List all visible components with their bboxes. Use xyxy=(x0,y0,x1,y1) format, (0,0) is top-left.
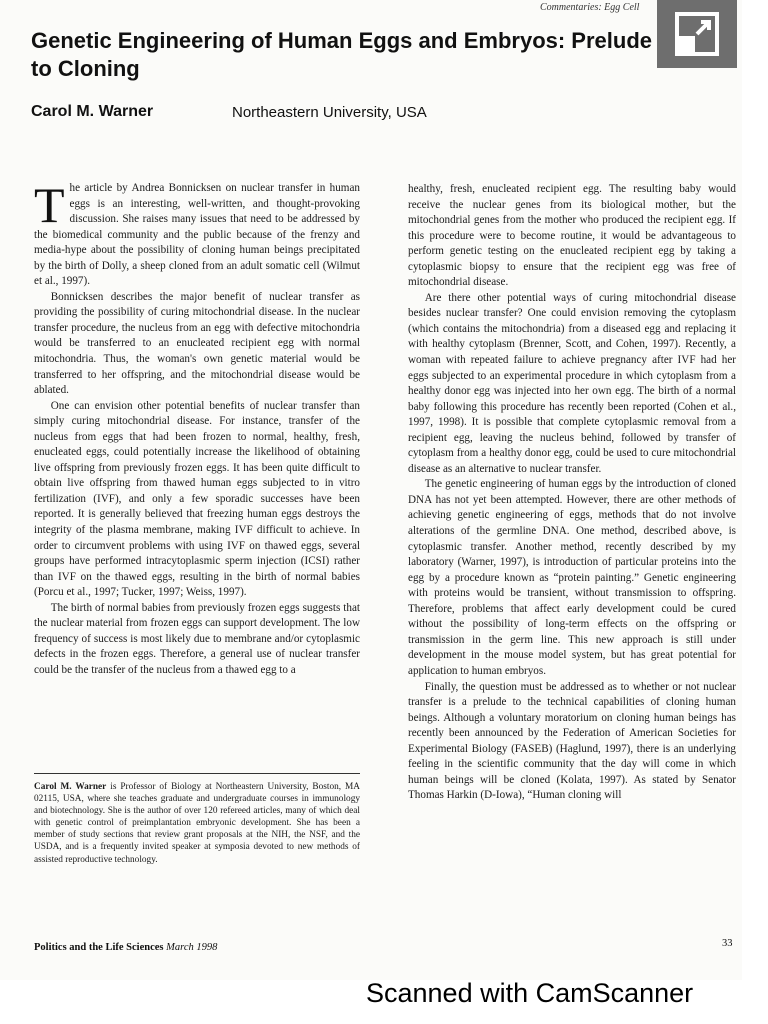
author-bio xyxy=(34,781,360,866)
right-column xyxy=(408,182,736,804)
scanner-watermark: Scanned with CamScanner xyxy=(366,978,694,1008)
running-head: Commentaries: Egg Cell xyxy=(540,2,640,13)
article-title: Genetic Engineering of Human Eggs and Embryos: Prelude to Cloning xyxy=(31,28,652,81)
drop-cap: T xyxy=(34,177,65,233)
journal-name: Politics and the Life Sciences xyxy=(34,942,164,953)
paragraph: Are there other potential ways of curing mitochondrial disease besides nuclear transfer? One could envision removing the cytoplasm (which contains the mitochondria) from a diseased egg and replacing it with healthy cytoplasm (Brenner, Scott, and Cohen, 1997). Recently, a woman with repeated failure to achieve pregnancy after IVF had her eggs subjected to an experimental procedure in which cytoplasm from a healthy donor egg was injected into her own egg. The birth of a normal baby following this procedure has recently been reported (Cohen et al., 1997, 1998). It is possible that complete cytoplasmic removal from a recipient egg, leaving the nucleus behind, followed by transfer of cytoplasm from a healthy donor egg, could be used to cure mitochondrial disease as an alternative to nuclear transfer. xyxy=(408,291,736,475)
page-number: 33 xyxy=(722,938,733,949)
author-affiliation: Northeastern University, USA xyxy=(232,104,427,121)
paragraph xyxy=(34,177,360,290)
author-name: Carol M. Warner xyxy=(31,103,154,120)
bio-divider xyxy=(34,773,360,774)
paragraph-text: he article by Andrea Bonnicksen on nuclear transfer in human eggs is an interesting, well-written, and thought-provoking discussion. She raises many issues that need to be addressed by the biomedical community and the public because of the frenzy and media-hype about the possibility of cloning human beings precipitated by the birth of Dolly, a sheep cloned from an adult somatic cell (Wilmut et al., 1997). xyxy=(34,182,360,288)
journal-date: March 1998 xyxy=(166,942,218,953)
bio-name: Carol M. Warner xyxy=(34,782,107,792)
expand-icon xyxy=(675,12,719,56)
journal-footer xyxy=(34,942,217,953)
paragraph: The genetic engineering of human eggs by the introduction of cloned DNA has not yet been attempted. However, there are other methods of achieving genetic engineering of eggs, methods that do not involve alterations of the germline DNA. One method, described above, is cytoplasmic transfer. Another method, recently described by my laboratory (Warner, 1997), is introduction of particular proteins into the egg by a procedure known as “protein painting.” Genetic engineering with proteins would be transient, without transmission to offspring. Therefore, problems that affect early development could be cured without the possibility of long-term effects on the offspring or transmission in the germ line. This new approach is still under development in the mouse model system, but has great potential for application to human embryos. xyxy=(408,478,736,677)
paragraph: Bonnicksen describes the major benefit of nuclear transfer as providing the possibility of curing mitochondrial disease. In the nuclear transfer procedure, the nucleus from an egg with defective mitochondria would be transferred to an enucleated recipient egg with normal mitochondria. Thus, the woman's own genetic material would be transferred to her offspring, and the mitochondrial disease would be ablated. xyxy=(34,290,360,397)
paragraph: One can envision other potential benefits of nuclear transfer than simply curing mitochondrial disease. For instance, transfer of the nucleus from eggs that had been frozen to normal, healthy, fresh, enucleated eggs, could potentially increase the likelihood of obtaining live offspring from previously frozen eggs. It has been quite difficult to obtain live offspring from thawed human eggs subjected to in vitro fertilization (IVF), and only a few sporadic successes have been reported. It is generally believed that freezing human eggs destroys the integrity of the plasma membrane, making IVF difficult to achieve. In order to circumvent problems with using IVF on thawed eggs, several groups have performed intracytoplasmic sperm injection (ICSI) rather than IVF on the thawed eggs, resulting in the birth of normal babies (Porcu et al., 1997; Tucker, 1997; Weiss, 1997). xyxy=(34,399,360,599)
paragraph: Finally, the question must be addressed as to whether or not nuclear transfer is a prelude to the technical capabilities of cloning human beings. Although a voluntary moratorium on cloning human beings has recently been announced by the Federation of American Societies for Experimental Biology (FASEB) (Haglund, 1997), there is an underlying feeling in the scientific community that the day will come in which human beings will be cloned (Kolata, 1997). As stated by Senator Thomas Harkin (D-Iowa), “Human cloning will xyxy=(408,680,736,802)
paragraph: The birth of normal babies from previously frozen eggs suggests that the nuclear material from frozen eggs can support development. The low frequency of success is most likely due to membrane and/or cytoplasmic defects in the frozen eggs. Therefore, a general use of nuclear transfer could be the transfer of the nucleus from a thawed egg to a xyxy=(34,601,360,676)
left-column xyxy=(34,177,360,679)
bio-text: is Professor of Biology at Northeastern University, Boston, MA 02115, USA, where she teaches graduate and undergraduate courses in immunology and biotechnology. She is the author of over 120 refereed articles, many of which deal with genetic control of preimplantation embryonic development. She has been a member of study sections that review grant proposals at the NIH, the NSF, and the USDA, and is a frequently invited speaker at symposia devoted to new methods of assisted reproductive technology. xyxy=(34,782,360,865)
paragraph: healthy, fresh, enucleated recipient egg. The resulting baby would receive the nuclear genes from its biological mother, but the mitochondrial genes from the mother who produced the recipient egg. If this procedure were to become routine, it would be advantageous to perform genetic testing on the enucleated recipient egg by taking a cytoplasmic biopsy to ensure that the recipient egg was free of mitochondrial disease. xyxy=(408,183,736,289)
